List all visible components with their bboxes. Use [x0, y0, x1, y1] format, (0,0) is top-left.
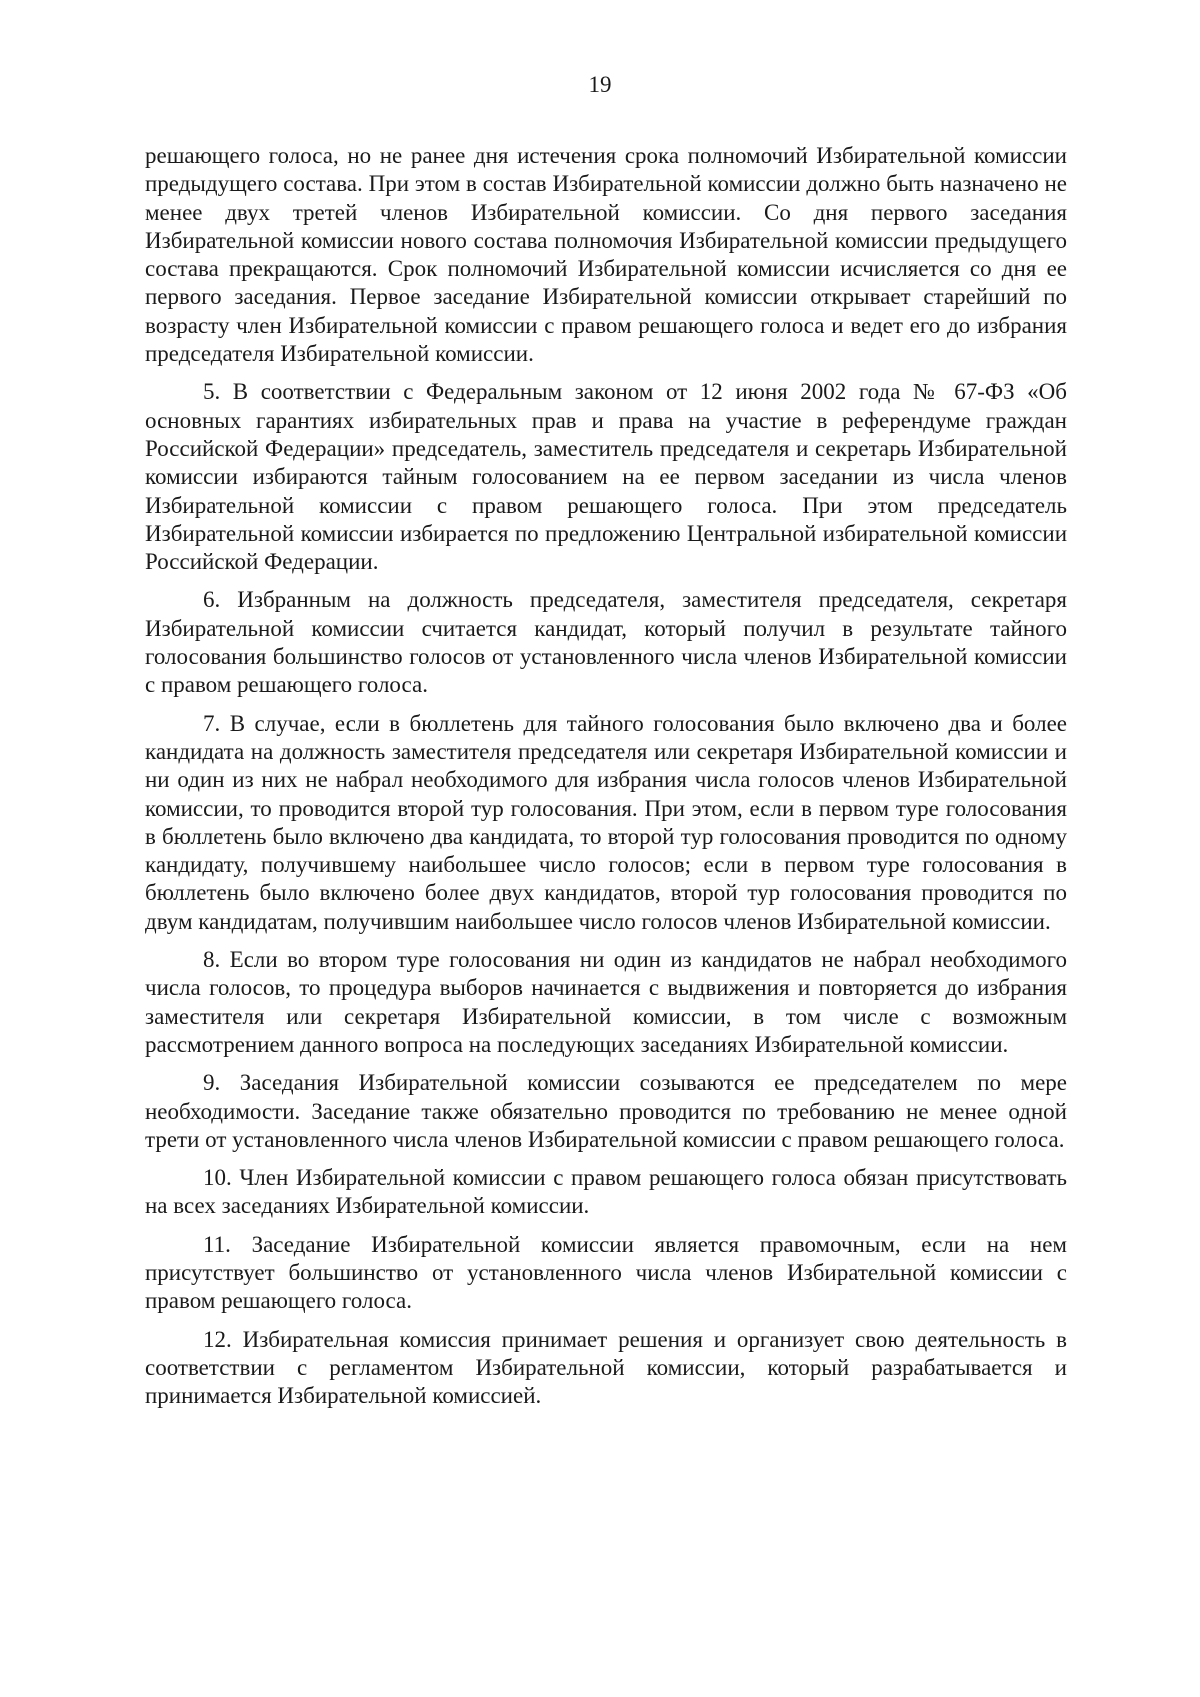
- paragraph-6: 6. Избранным на должность председателя, заместителя председателя, секретаря Избирательной комиссии считается кандидат, который получил в результате тайного голосования большинство голосов от установленного числа членов Избирательной комиссии с правом решающего голоса.: [145, 587, 1067, 698]
- page-number: 19: [588, 72, 612, 97]
- paragraph-5: 5. В соответствии с Федеральным законом от 12 июня 2002 года № 67-ФЗ «Об основных гарантиях избирательных прав и права на участие в референдуме граждан Российской Федерации» председатель, заместитель председателя и секретарь Избирательной комиссии избираются тайным голосованием на ее первом заседании из числа членов Избирательной комиссии с правом решающего голоса. При этом председатель Избирательной комиссии избирается по предложению Центральной избирательной комиссии Российской Федерации.: [145, 379, 1067, 575]
- paragraph-10: 10. Член Избирательной комиссии с правом решающего голоса обязан присутствовать на всех заседаниях Избирательной комиссии.: [145, 1165, 1067, 1219]
- paragraph-continuation: решающего голоса, но не ранее дня истечения срока полномочий Избирательной комиссии предыдущего состава. При этом в состав Избирательной комиссии должно быть назначено не менее двух третей членов Избирательной комиссии. Со дня первого заседания Избирательной комиссии нового состава полномочия Избирательной комиссии предыдущего состава прекращаются. Срок полномочий Избирательной комиссии исчисляется со дня ее первого заседания. Первое заседание Избирательной комиссии открывает старейший по возрасту член Избирательной комиссии с правом решающего голоса и ведет его до избрания председателя Избирательной комиссии.: [145, 143, 1067, 367]
- paragraph-8: 8. Если во втором туре голосования ни один из кандидатов не набрал необходимого числа голосов, то процедура выборов начинается с выдвижения и повторяется до избрания заместителя или секретаря Избирательной комиссии, в том числе с возможным рассмотрением данного вопроса на последующих заседаниях Избирательной комиссии.: [145, 947, 1067, 1057]
- paragraph-11: 11. Заседание Избирательной комиссии является правомочным, если на нем присутствует большинство от установленного числа членов Избирательной комиссии с правом решающего голоса.: [145, 1231, 1067, 1314]
- paragraph-12: 12. Избирательная комиссия принимает решения и организует свою деятельность в соответствии с регламентом Избирательной комиссии, который разрабатывается и принимается Избирательной комиссией.: [145, 1326, 1067, 1409]
- document-body: [145, 142, 1067, 1420]
- paragraph-9: 9. Заседания Избирательной комиссии созываются ее председателем по мере необходимости. Заседание также обязательно проводится по требованию не менее одной трети от установленного числа членов Избирательной комиссии с правом решающего голоса.: [145, 1070, 1067, 1152]
- paragraph-7: 7. В случае, если в бюллетень для тайного голосования было включено два и более кандидата на должность заместителя председателя или секретаря Избирательной комиссии и ни один из них не набрал необходимого для избрания числа голосов членов Избирательной комиссии, то проводится второй тур голосования. При этом, если в первом туре голосования в бюллетень было включено два кандидата, то второй тур голосования проводится по одному кандидату, получившему наибольшее число голосов; если в первом туре голосования в бюллетень было включено более двух кандидатов, второй тур голосования проводится по двум кандидатам, получившим наибольшее число голосов членов Избирательной комиссии.: [145, 710, 1067, 934]
